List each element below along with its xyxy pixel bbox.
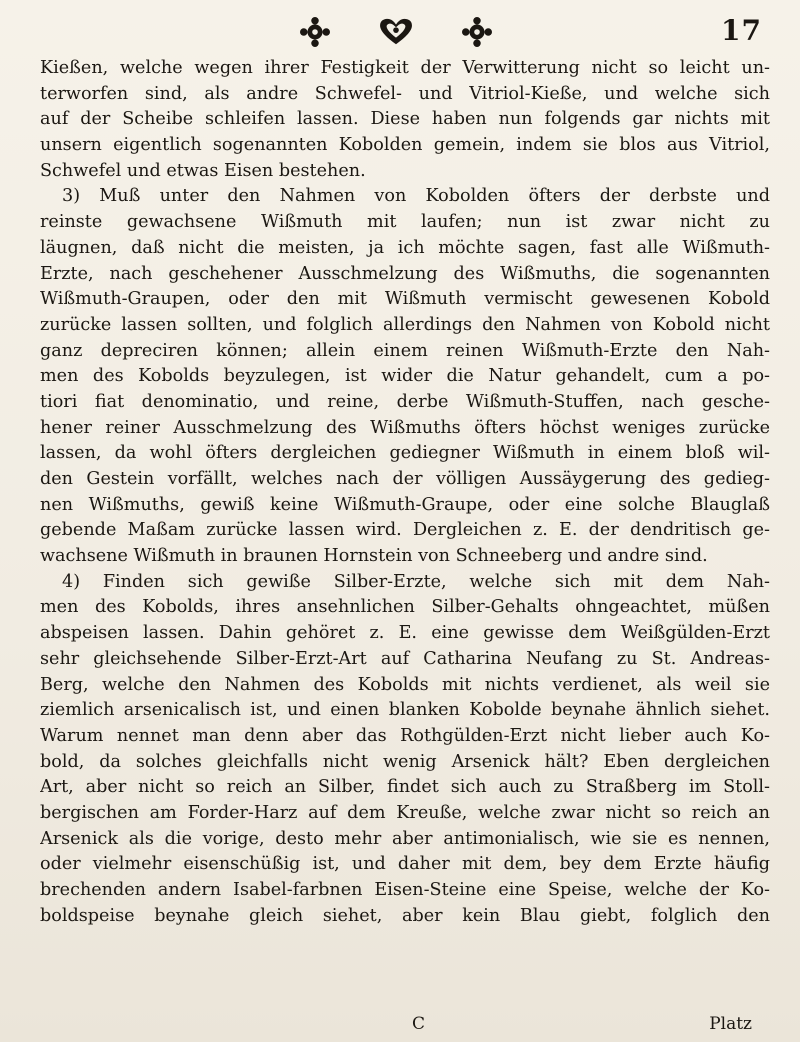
page-header bbox=[0, 8, 800, 54]
text-line: ziemlich arsenicalisch ist, und einen blanken Kobolde beynahe ähnlich siehet. bbox=[40, 700, 770, 721]
text-line: oder vielmehr eisenschüßig ist, und daher mit dem, bey dem Erzte häufig bbox=[40, 854, 770, 875]
text-line: Art, aber nicht so reich an Silber, findet sich auch zu Straßberg im Stoll- bbox=[40, 777, 770, 798]
text-line: nen Wißmuths, gewiß keine Wißmuth-Graupe, oder eine solche Blauglaß bbox=[40, 494, 770, 515]
text-line: men des Kobolds, ihres ansehnlichen Silber-Gehalts ohngeachtet, müßen bbox=[40, 597, 770, 618]
text-line: bold, da solches gleichfalls nicht wenig Arsenick hält? Eben dergleichen bbox=[40, 751, 770, 772]
text-line: men des Kobolds beyzulegen, ist wider die Natur gehandelt, cum a po- bbox=[40, 366, 770, 387]
text-line: Warum nennet man denn aber das Rothgülden-Erzt nicht lieber auch Ko- bbox=[40, 725, 770, 746]
page-number: 17 bbox=[721, 14, 762, 47]
text-line: den Gestein vorfällt, welches nach der völligen Aussäygerung des gedieg- bbox=[40, 469, 770, 489]
text-line: lassen, da wohl öfters dergleichen gediegner Wißmuth in einem bloß wil- bbox=[40, 443, 770, 464]
text-line: 4) Finden sich gewiße Silber-Erzte, welche sich mit dem Nah- bbox=[62, 571, 770, 592]
text-line: 3) Muß unter den Nahmen von Kobolden öfters der derbste und bbox=[62, 186, 770, 207]
text-line: zurücke lassen sollten, und folglich allerdings den Nahmen von Kobold nicht bbox=[40, 314, 770, 335]
text-line: terworfen sind, als andre Schwefel- und Vitriol-Kieße, und welche sich bbox=[40, 83, 770, 104]
text-line: hener reiner Ausschmelzung des Wißmuths öfters höchst weniges zurücke bbox=[40, 417, 770, 438]
text-line: Wißmuth-Graupen, oder den mit Wißmuth vermischt gewesenen Kobold bbox=[40, 289, 770, 310]
text-line: abspeisen lassen. Dahin gehöret z. E. eine gewisse dem Weißgülden-Erzt bbox=[40, 623, 770, 644]
text-line: reinste gewachsene Wißmuth mit laufen; nun ist zwar nicht zu bbox=[40, 212, 770, 233]
text-line: ganz depreciren können; allein einem reinen Wißmuth-Erzte den Nah- bbox=[40, 340, 770, 361]
text-line: wachsene Wißmuth in braunen Hornstein von Schneeberg und andre sind. bbox=[40, 546, 708, 567]
fleuron-icon bbox=[296, 17, 334, 47]
heart-icon bbox=[377, 17, 415, 47]
text-line: sehr gleichsehende Silber-Erzt-Art auf Catharina Neufang zu St. Andreas- bbox=[40, 648, 770, 669]
text-line: bergischen am Forder-Harz auf dem Kreuße, welche zwar nicht so reich an bbox=[40, 802, 770, 823]
text-line: auf der Scheibe schleifen lassen. Diese haben nun folgends gar nichts mit bbox=[40, 109, 770, 130]
text-line: Erzte, nach geschehener Ausschmelzung des Wißmuths, die sogenannten bbox=[40, 263, 770, 284]
text-line: Schwefel und etwas Eisen bestehen. bbox=[40, 160, 366, 181]
text-line: brechenden andern Isabel-farbnen Eisen-Steine eine Speise, welche der Ko- bbox=[40, 880, 770, 900]
text-line: Arsenick als die vorige, desto mehr aber antimonialisch, wie sie es nennen, bbox=[40, 828, 770, 849]
body-text bbox=[40, 56, 770, 929]
text-line: unsern eigentlich sogenannten Kobolden gemein, indem sie blos aus Vitriol, bbox=[40, 135, 770, 156]
text-line: läugnen, daß nicht die meisten, ja ich möchte sagen, fast alle Wißmuth- bbox=[40, 237, 770, 258]
text-line: Berg, welche den Nahmen des Kobolds mit nichts verdienet, als weil sie bbox=[40, 674, 770, 695]
header-ornaments bbox=[296, 14, 496, 50]
text-line: gebende Maßam zurücke lassen wird. Dergleichen z. E. der dendritisch ge- bbox=[40, 520, 770, 541]
fleuron-icon bbox=[458, 17, 496, 47]
signature-mark: C bbox=[412, 1014, 426, 1034]
text-line: boldspeise beynahe gleich siehet, aber kein Blau giebt, folglich den bbox=[40, 905, 770, 926]
text-line: tiori fiat denominatio, und reine, derbe Wißmuth-Stuffen, nach gesche- bbox=[40, 391, 770, 412]
catchword: Platz bbox=[709, 1014, 752, 1034]
text-line: Kießen, welche wegen ihrer Festigkeit der Verwitterung nicht so leicht un- bbox=[40, 58, 770, 78]
